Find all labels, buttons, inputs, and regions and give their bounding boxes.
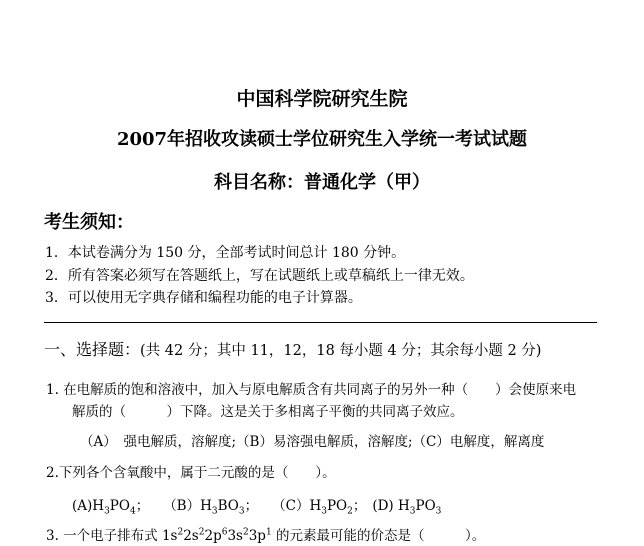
question-2-options [72, 494, 442, 517]
question-3: 3. 一个电子排布式 $1s^22s^22p^63s^23p^1$ 的元素最可能的价态是（ ）。 [46, 527, 486, 544]
divider-line [44, 322, 597, 323]
exam-title: 2007年招收攻读硕士学位研究生入学统一考试试题 [116, 129, 528, 150]
question-1-line-1: 1. 在电解质的饱和溶液中，加入与原电解质含有共同离子的另外一种（ ）会使原来电 [46, 382, 577, 398]
notice-item-3: 3．可以使用无字典存储和编程功能的电子计算器。 [45, 290, 362, 306]
question-1-options: （A） 强电解质，溶解度;（B）易溶强电解质，溶解度;（C）电解度，解离度 [80, 434, 545, 450]
option-d: (D) $H_3PO_3$ [372, 498, 442, 517]
subject-title: 科目名称：普通化学（甲） [214, 172, 430, 193]
option-b: $(B)H_3BO_3$； [163, 498, 259, 517]
notice-item-2: 2．所有答案必须写在答题纸上，写在试题纸上或草稿纸上一律无效。 [45, 268, 474, 284]
notice-item-1: 1．本试卷满分为 150 分，全部考试时间总计 180 分钟。 [45, 245, 406, 261]
question-2-stem: 2.下列各个含氧酸中，属于二元酸的是（ ）。 [46, 465, 336, 481]
option-c: $(C)H_3PO_2$； [272, 498, 367, 517]
section-heading [44, 337, 541, 360]
option-a: $(A)H_3PO_4$； [72, 498, 150, 517]
section-title: 一、选择题： [44, 340, 141, 359]
section-score-note: (共 42 分；其中 11，12，18 每小题 4 分；其余每小题 2 分) [140, 343, 542, 359]
notice-heading: 考生须知： [44, 212, 134, 233]
question-1-line-2: 解质的（ ）下降。这是关于多相离子平衡的共同离子效应。 [72, 404, 464, 420]
institution-title: 中国科学院研究生院 [236, 88, 408, 110]
